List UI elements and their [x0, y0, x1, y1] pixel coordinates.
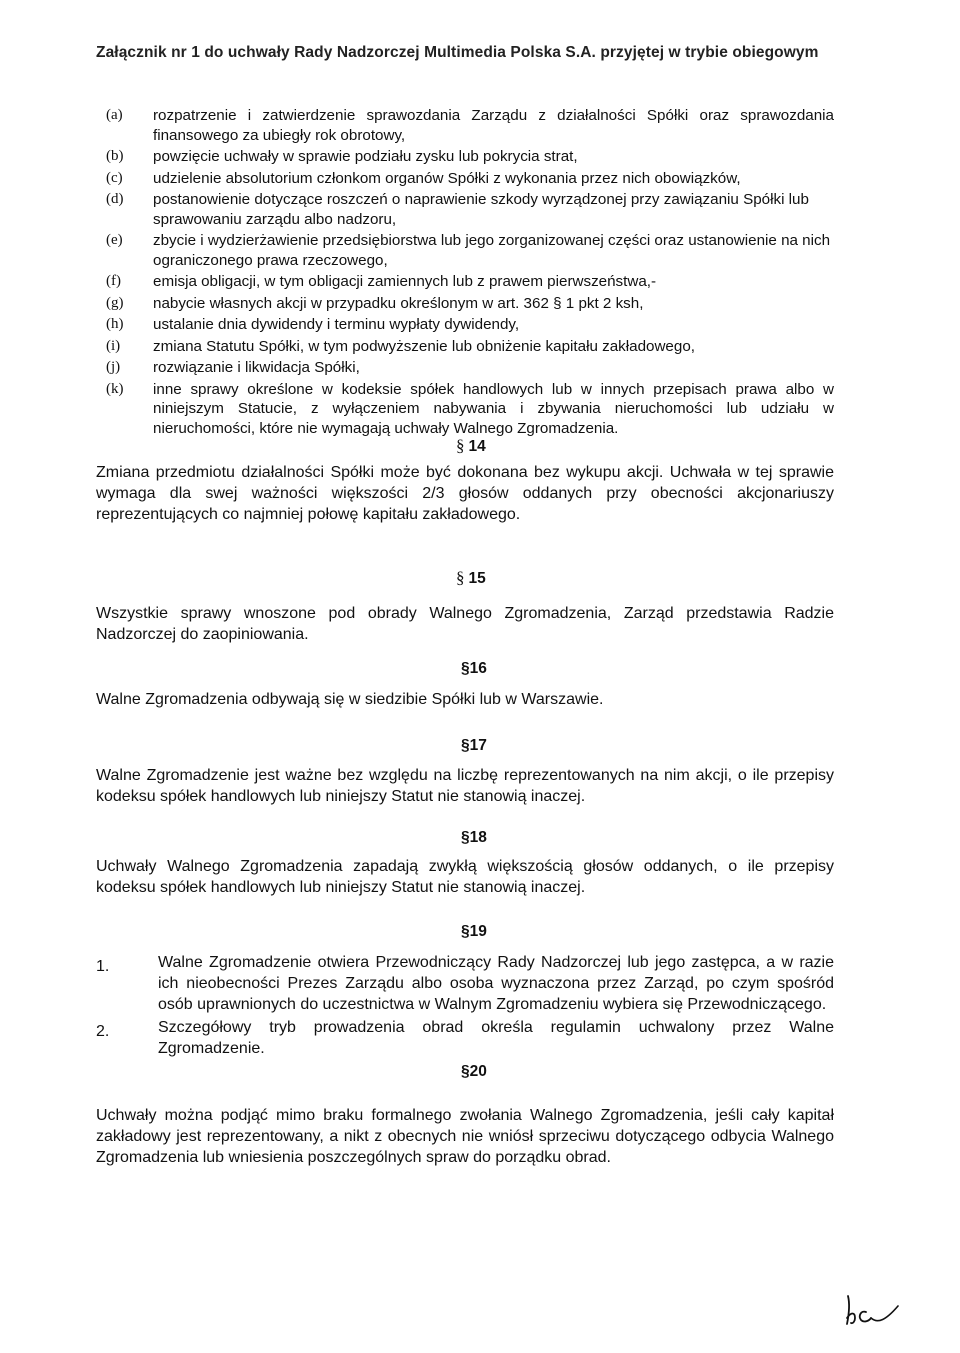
list-item-text: inne sprawy określone w kodeksie spółek handlowych lub w innych przepisach prawa albo w niniejszym Statucie, z wyłączeniem nabywania i zbywania nieruchomości lub udziału w nieruchomości, które nie wymagają uchwały Walnego Zgromadzenia. [153, 380, 834, 437]
section-number: 14 [468, 438, 486, 455]
list-item-text: zmiana Statutu Spółki, w tym podwyższenie lub obniżenie kapitału zakładowego, [153, 337, 695, 355]
section-15-text: Wszystkie sprawy wnoszone pod obrady Walnego Zgromadzenia, Zarząd przedstawia Radzie Nadzorczej do zaopiniowania. [96, 605, 834, 643]
list-item-label: (j) [106, 359, 121, 375]
list-item-label: 2. [96, 1023, 110, 1040]
list-item-label: (h) [106, 316, 124, 332]
page-header: Załącznik nr 1 do uchwały Rady Nadzorczej Multimedia Polska S.A. przyjętej w trybie obiegowym [96, 44, 819, 61]
list-item-label: (i) [106, 337, 121, 354]
list-item [96, 1017, 834, 1059]
list-item-label: (k) [106, 380, 124, 397]
section-17-heading: §17 [461, 737, 487, 754]
list-item-label: 1. [96, 958, 110, 975]
list-item-text: Walne Zgromadzenie otwiera Przewodniczący Rady Nadzorczej lub jego zastępca, a w razie ich nieobecności Prezes Zarządu albo osoba wyznaczona przez Zarząd, po czym spośród osób uprawnionych do uczestnictwa w Walnym Zgromadzeniu wybiera się Przewodniczącego. [158, 954, 834, 1013]
list-item [106, 358, 834, 378]
section-14-heading [456, 436, 486, 456]
section-17-text: Walne Zgromadzenie jest ważne bez względu na liczbę reprezentowanych na nim akcji, o ile przepisy kodeksu spółek handlowych lub niniejszy Statut nie stanowią inaczej. [96, 767, 834, 805]
list-item [106, 315, 834, 335]
section-symbol: § [456, 436, 465, 455]
section-19-list [96, 952, 834, 1061]
section-14-text: Zmiana przedmiotu działalności Spółki może być dokonana bez wykupu akcji. Uchwała w tej sprawie wymaga dla swej ważności większości 2/3 głosów oddanych przy obecności akcjonariuszy reprezentujących co najmniej połowę kapitału zakładowego. [96, 464, 834, 523]
list-item-label: (c) [106, 169, 123, 186]
list-item [106, 147, 834, 167]
list-item-text: emisja obligacji, w tym obligacji zamiennych lub z prawem pierwszeństwa,- [153, 273, 657, 290]
section-15-heading [456, 568, 486, 588]
list-item-label: (f) [106, 273, 121, 289]
list-item [106, 337, 834, 357]
matters-list [106, 106, 834, 440]
list-item-label: (g) [106, 294, 124, 311]
list-item-text: postanowienie dotyczące roszczeń o naprawienie szkody wyrządzonej przy zawiązaniu Spółki lub sprawowaniu zarządu albo nadzoru, [153, 191, 809, 228]
list-item-text: rozpatrzenie i zatwierdzenie sprawozdania Zarządu z działalności Spółki oraz sprawozdania finansowego za ubiegły rok obrotowy, [153, 107, 834, 144]
list-item [106, 294, 834, 314]
list-item [106, 190, 834, 229]
section-18-text: Uchwały Walnego Zgromadzenia zapadają zwykłą większością głosów oddanych, o ile przepisy kodeksu spółek handlowych lub niniejszy Statut nie stanowią inaczej. [96, 858, 834, 896]
section-19-heading: §19 [461, 923, 487, 940]
list-item-label: (d) [106, 191, 124, 207]
list-item-text: Szczegółowy tryb prowadzenia obrad określa regulamin uchwalony przez Walne Zgromadzenie. [158, 1019, 834, 1057]
signature-initials [840, 1290, 902, 1330]
list-item-label: (a) [106, 107, 123, 123]
list-item-text: nabycie własnych akcji w przypadku określonym w art. 362 § 1 pkt 2 ksh, [153, 294, 644, 312]
list-item [106, 231, 834, 270]
list-item-text: ustalanie dnia dywidendy i terminu wypłaty dywidendy, [153, 316, 520, 333]
list-item [106, 169, 834, 189]
section-16-text: Walne Zgromadzenia odbywają się w siedzibie Spółki lub w Warszawie. [96, 691, 604, 708]
list-item-text: udzielenie absolutorium członkom organów Spółki z wykonania przez nich obowiązków, [153, 169, 741, 187]
list-item [96, 952, 834, 1015]
section-20-heading: §20 [461, 1063, 487, 1080]
list-item-text: powzięcie uchwały w sprawie podziału zysku lub pokrycia strat, [153, 148, 578, 165]
list-item-text: zbycie i wydzierżawienie przedsiębiorstwa lub jego zorganizowanej części oraz ustanowienie na nich ograniczonego prawa rzeczowego, [153, 232, 831, 269]
list-item [106, 380, 834, 439]
list-item-text: rozwiązanie i likwidacja Spółki, [153, 359, 360, 376]
section-18-heading: §18 [461, 829, 487, 846]
list-item-label: (b) [106, 148, 124, 164]
list-item-label: (e) [106, 232, 123, 248]
list-item [106, 272, 834, 292]
section-symbol: § [456, 568, 465, 587]
section-20-text: Uchwały można podjąć mimo braku formalnego zwołania Walnego Zgromadzenia, jeśli cały kapitał zakładowy jest reprezentowany, a nikt z obecnych nie wniósł sprzeciwu dotyczącego odbycia Walnego Zgromadzenia lub wniesienia poszczególnych spraw do porządku obrad. [96, 1107, 834, 1166]
section-number: 15 [468, 570, 486, 587]
list-item [106, 106, 834, 145]
section-16-heading: §16 [461, 660, 487, 677]
